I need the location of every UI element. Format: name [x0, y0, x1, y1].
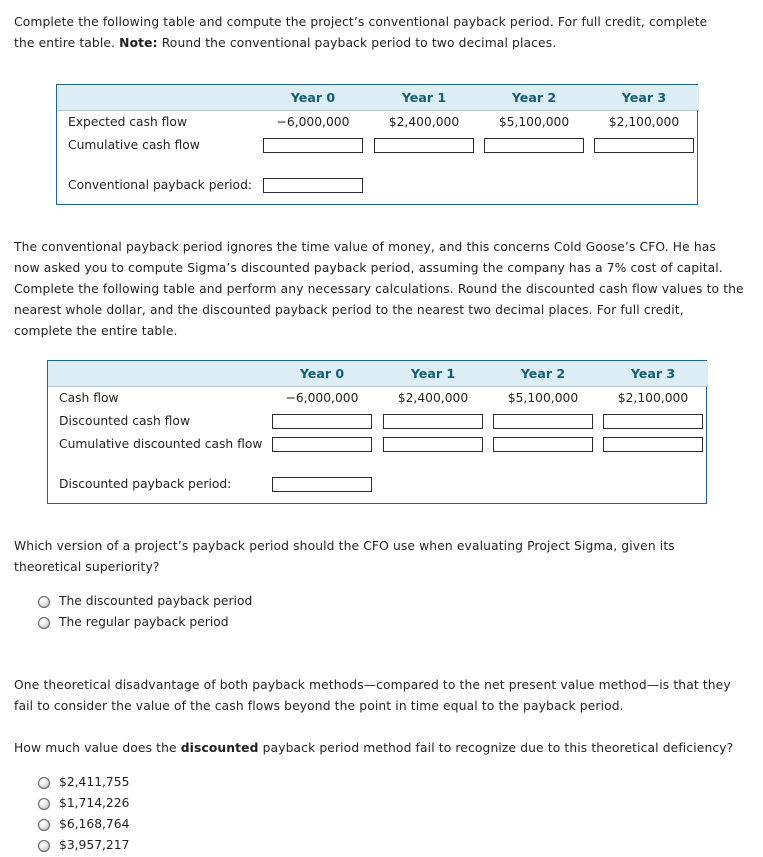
table1-footer-row	[57, 173, 699, 204]
table-row	[57, 134, 699, 157]
cumulative-discounted-cash-flow-year-3-input[interactable]	[603, 437, 703, 452]
radio-button-icon[interactable]	[38, 798, 50, 810]
table2-spacer-row	[48, 456, 708, 472]
radio-button-icon[interactable]	[38, 819, 50, 831]
table1-cumulative-cash-flow-year-1-cell	[369, 134, 479, 157]
middle-line-2: asked you to compute Sigma’s discounted payback period, assuming the company has a 7% cost of capital. Complete	[14, 261, 723, 296]
table1-cumulative-cash-flow-year-2-cell	[479, 134, 589, 157]
question-2-option-3[interactable]	[38, 814, 749, 835]
intro-line-2-before: entire table.	[38, 36, 120, 50]
discounted-cash-flow-year-0-input[interactable]	[272, 414, 372, 429]
discounted-cash-flow-year-3-input[interactable]	[603, 414, 703, 429]
discounted-payback-period-input[interactable]	[272, 477, 372, 492]
middle-line-4: whole dollar, and the discounted payback period to the nearest two decimal places. For full credit, complete the	[14, 303, 684, 338]
table1-footer-empty-cell	[369, 173, 479, 204]
table2-spacer-cell	[598, 456, 708, 472]
cumulative-cash-flow-year-3-input[interactable]	[594, 138, 694, 153]
question-1-option-discounted[interactable]	[38, 591, 749, 612]
question-2-bold-word: discounted	[180, 741, 259, 755]
table2-row-label-discounted-cash-flow: Discounted cash flow	[59, 414, 190, 428]
conventional-payback-period-label: Conventional payback period:	[68, 178, 253, 192]
table2-cash-flow-year-1: $2,400,000	[397, 391, 469, 405]
table2-header-year-2: Year 2	[488, 361, 598, 387]
question-1-text	[14, 536, 744, 578]
question-2-prefix: How much value does the	[14, 741, 181, 755]
table1-expected-cash-flow-year-2: $5,100,000	[498, 115, 570, 129]
middle-line-3: the following table and perform any necessary calculations. Round the discounted cash flow values to the nearest	[14, 282, 744, 317]
table2-cumulative-discounted-year-3-cell	[598, 433, 708, 456]
option-label: $6,168,764	[59, 817, 130, 831]
question-2-option-4[interactable]	[38, 835, 749, 856]
discounted-cash-flow-year-2-input[interactable]	[493, 414, 593, 429]
table1-spacer-cell	[369, 157, 479, 173]
closing-line-1: One theoretical disadvantage of both payback methods—compared to the net present value method—is that they fail	[14, 678, 731, 713]
option-label: The regular payback period	[59, 615, 229, 629]
table-header-row	[57, 85, 699, 111]
table1-footer-empty-cell	[589, 173, 699, 204]
conventional-payback-table-panel	[56, 84, 698, 205]
table-row	[48, 410, 708, 433]
question-2-option-1[interactable]	[38, 772, 749, 793]
table1-footer-empty-cell	[479, 173, 589, 204]
table2-header-year-1: Year 1	[378, 361, 488, 387]
intro-paragraph	[14, 12, 729, 54]
closing-line-2: to consider the value of the cash flows beyond the point in time equal to the payback period.	[37, 699, 624, 713]
table2-cash-flow-year-3: $2,100,000	[617, 391, 689, 405]
table1-spacer-cell	[589, 157, 699, 173]
middle-line-5: entire table.	[101, 324, 178, 338]
table-row	[48, 433, 708, 456]
question-1-options	[38, 591, 749, 633]
cumulative-discounted-cash-flow-year-1-input[interactable]	[383, 437, 483, 452]
table1-spacer-cell	[57, 157, 257, 173]
table2-spacer-cell	[266, 456, 378, 472]
table1-row-label-cumulative-cash-flow: Cumulative cash flow	[68, 138, 200, 152]
table2-footer-row	[48, 472, 708, 503]
radio-button-icon[interactable]	[38, 596, 50, 608]
table1-header-year-3: Year 3	[589, 85, 699, 111]
radio-button-icon[interactable]	[38, 617, 50, 629]
table2-discounted-cash-flow-year-3-cell	[598, 410, 708, 433]
conventional-payback-period-cell	[257, 173, 369, 204]
cumulative-discounted-cash-flow-year-2-input[interactable]	[493, 437, 593, 452]
table1-cumulative-cash-flow-year-3-cell	[589, 134, 699, 157]
discounted-payback-period-cell	[266, 472, 378, 503]
table2-row-label-cumulative-discounted-cash-flow: Cumulative discounted cash flow	[59, 437, 263, 451]
question-2-text	[14, 738, 744, 759]
table1-spacer-row	[57, 157, 699, 173]
table2-cumulative-discounted-year-0-cell	[266, 433, 378, 456]
question-2-option-2[interactable]	[38, 793, 749, 814]
table2-row-label-cash-flow: Cash flow	[59, 391, 119, 405]
question-1-option-regular[interactable]	[38, 612, 749, 633]
intro-note-label: Note:	[119, 36, 158, 50]
conventional-payback-period-input[interactable]	[263, 178, 363, 193]
cumulative-cash-flow-year-1-input[interactable]	[374, 138, 474, 153]
question-2-suffix: payback period method fail to recognize due to this theoretical deficiency?	[258, 741, 734, 755]
table1-spacer-cell	[479, 157, 589, 173]
table2-spacer-cell	[488, 456, 598, 472]
table2-spacer-cell	[378, 456, 488, 472]
table1-header-year-1: Year 1	[369, 85, 479, 111]
cumulative-cash-flow-year-0-input[interactable]	[263, 138, 363, 153]
discounted-intro-paragraph	[14, 237, 744, 342]
radio-button-icon[interactable]	[38, 840, 50, 852]
table2-spacer-cell	[48, 456, 266, 472]
question-2-options	[38, 772, 749, 856]
table2-footer-empty-cell	[598, 472, 708, 503]
cumulative-discounted-cash-flow-year-0-input[interactable]	[272, 437, 372, 452]
discounted-cash-flow-year-1-input[interactable]	[383, 414, 483, 429]
intro-line-2-after: Round the conventional payback period to two decimal places.	[157, 36, 557, 50]
table1-header-year-2: Year 2	[479, 85, 589, 111]
option-label: $3,957,217	[59, 838, 130, 852]
table2-header-year-3: Year 3	[598, 361, 708, 387]
discounted-payback-table	[48, 361, 708, 503]
option-label: $1,714,226	[59, 796, 130, 810]
table2-discounted-cash-flow-year-0-cell	[266, 410, 378, 433]
table1-header-blank	[57, 85, 257, 111]
table2-cash-flow-year-2: $5,100,000	[507, 391, 579, 405]
option-label: The discounted payback period	[59, 594, 253, 608]
conventional-payback-table	[57, 85, 699, 204]
table-row	[48, 387, 708, 411]
option-label: $2,411,755	[59, 775, 130, 789]
table1-expected-cash-flow-year-0: −6,000,000	[276, 115, 350, 129]
question-1-line-1: Which version of a project’s payback period should the CFO use when evaluating Project Sigma, given its theoretical	[14, 539, 675, 574]
question-1-line-2: superiority?	[85, 560, 160, 574]
table2-footer-empty-cell	[488, 472, 598, 503]
table2-cash-flow-year-0: −6,000,000	[285, 391, 359, 405]
table2-discounted-cash-flow-year-2-cell	[488, 410, 598, 433]
closing-paragraph	[14, 675, 744, 717]
table2-discounted-cash-flow-year-1-cell	[378, 410, 488, 433]
intro-line-1: Complete the following table and compute the project’s conventional payback period. For full credit, complete the	[14, 15, 708, 50]
table1-spacer-cell	[257, 157, 369, 173]
table1-cumulative-cash-flow-year-0-cell	[257, 134, 369, 157]
table1-expected-cash-flow-year-1: $2,400,000	[388, 115, 460, 129]
table2-cumulative-discounted-year-2-cell	[488, 433, 598, 456]
table1-header-year-0: Year 0	[257, 85, 369, 111]
discounted-payback-period-label: Discounted payback period:	[59, 477, 232, 491]
discounted-payback-table-panel	[47, 360, 707, 504]
cumulative-cash-flow-year-2-input[interactable]	[484, 138, 584, 153]
table2-cumulative-discounted-year-1-cell	[378, 433, 488, 456]
table2-header-blank	[48, 361, 266, 387]
radio-button-icon[interactable]	[38, 777, 50, 789]
table-header-row	[48, 361, 708, 387]
table1-row-label-expected-cash-flow: Expected cash flow	[68, 115, 188, 129]
table2-header-year-0: Year 0	[266, 361, 378, 387]
table1-expected-cash-flow-year-3: $2,100,000	[608, 115, 680, 129]
table-row	[57, 111, 699, 135]
middle-line-1: The conventional payback period ignores the time value of money, and this concerns Cold Goose’s CFO. He has now	[14, 240, 716, 275]
table2-footer-empty-cell	[378, 472, 488, 503]
